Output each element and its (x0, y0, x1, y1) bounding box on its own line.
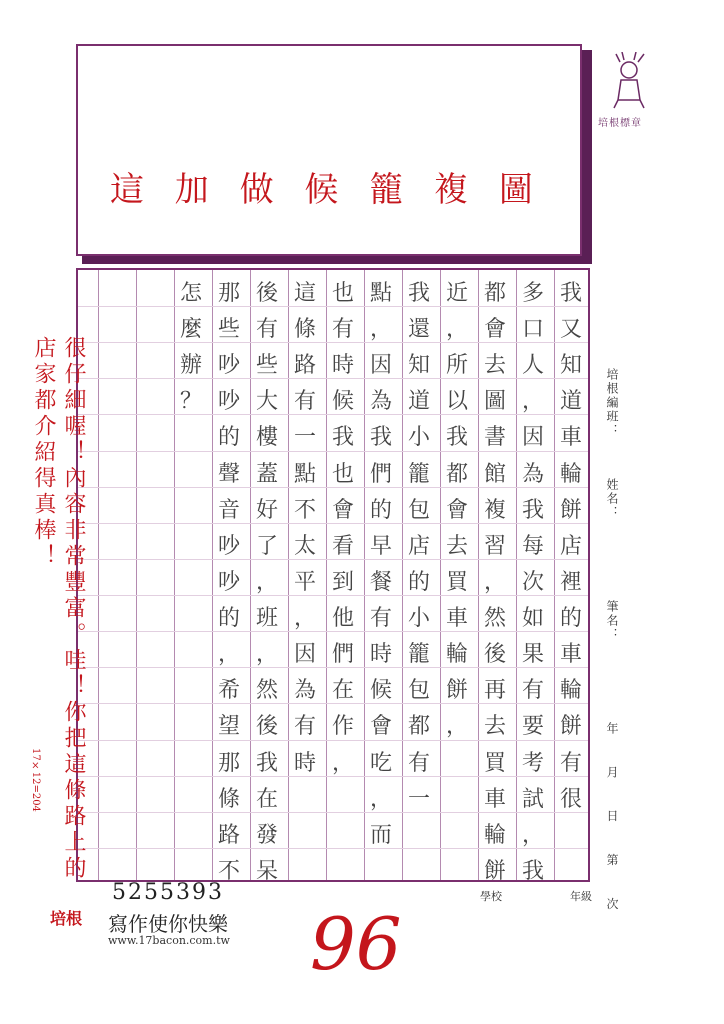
essay-char: 每 (521, 533, 544, 559)
teacher-comment: 這 加 做 候 籠 複 圖 (110, 170, 543, 210)
essay-char: 那 (217, 750, 240, 776)
essay-char: ， (255, 642, 278, 668)
essay-char: 我 (331, 425, 354, 451)
essay-char: 的 (407, 569, 430, 595)
essay-char: 有 (407, 750, 430, 776)
essay-char: 店 (407, 533, 430, 559)
essay-char: 他 (331, 606, 354, 632)
essay-char: 在 (331, 678, 354, 704)
essay-char: 吵 (217, 389, 240, 415)
essay-char: 的 (369, 497, 392, 523)
grade-label: 年級 (570, 890, 592, 903)
mascot-stamp-icon (606, 52, 652, 110)
essay-char: 多 (521, 281, 544, 306)
essay-char: 時 (293, 750, 316, 776)
essay-char: 看 (331, 533, 354, 559)
essay-char: ， (369, 786, 392, 812)
essay-char: 不 (293, 497, 316, 523)
essay-char: 有 (331, 317, 354, 343)
essay-char: 再 (483, 678, 506, 704)
essay-char: 吵 (217, 533, 240, 559)
essay-char: 候 (331, 389, 354, 415)
essay-char: 輪 (559, 678, 582, 704)
essay-char: 有 (293, 714, 316, 740)
essay-char: 會 (483, 317, 506, 343)
essay-char: 我 (369, 425, 392, 451)
essay-char: 考 (521, 750, 544, 776)
essay-grid (76, 268, 590, 882)
essay-char: 小 (407, 606, 430, 632)
essay-char: ， (521, 822, 544, 848)
essay-char: 店 (559, 533, 582, 559)
essay-char: 都 (407, 714, 430, 740)
essay-char: 也 (331, 281, 354, 306)
essay-char: 餅 (483, 858, 506, 884)
name-label: 姓名： (605, 478, 619, 520)
essay-char: 道 (559, 389, 582, 415)
essay-char: 怎 (179, 281, 202, 306)
essay-char: 時 (331, 353, 354, 379)
essay-char: ， (331, 750, 354, 776)
essay-char: 圖 (483, 389, 506, 415)
essay-char: 所 (445, 353, 468, 379)
phone-number: 5255393 (112, 880, 224, 905)
essay-char: 那 (217, 281, 240, 306)
essay-char: 為 (521, 461, 544, 487)
essay-char: 如 (521, 606, 544, 632)
essay-char: 路 (293, 353, 316, 379)
essay-char: 會 (331, 497, 354, 523)
essay-char: 我 (445, 425, 468, 451)
grid-spec: 17×12=204 (30, 748, 41, 812)
essay-char: ， (293, 606, 316, 632)
essay-char: 因 (521, 425, 544, 451)
essay-char: 作 (331, 714, 354, 740)
essay-char: 一 (293, 425, 316, 451)
essay-char: 也 (331, 461, 354, 487)
essay-char: 很 (559, 786, 582, 812)
essay-char: 近 (445, 281, 468, 306)
essay-char: 我 (521, 858, 544, 884)
essay-char: 去 (483, 714, 506, 740)
essay-char: 音 (217, 497, 240, 523)
essay-char: ？ (179, 389, 202, 415)
essay-char: 吵 (217, 353, 240, 379)
essay-char: 會 (369, 714, 392, 740)
essay-char: 我 (255, 750, 278, 776)
essay-char: 聲 (217, 461, 240, 487)
essay-char: 後 (255, 714, 278, 740)
essay-char: 都 (483, 281, 506, 306)
essay-char: 有 (559, 750, 582, 776)
essay-char: 輪 (483, 822, 506, 848)
essay-char: 去 (445, 533, 468, 559)
essay-char: 這 (293, 281, 316, 306)
essay-char: 為 (369, 389, 392, 415)
essay-char: 車 (559, 642, 582, 668)
essay-char: 車 (483, 786, 506, 812)
essay-char: ， (217, 642, 240, 668)
essay-char: 都 (445, 461, 468, 487)
essay-char: 不 (217, 858, 240, 884)
essay-char: 望 (217, 714, 240, 740)
essay-char: 餅 (445, 678, 468, 704)
slogan: 寫作使你快樂 (108, 912, 228, 936)
essay-char: 我 (521, 497, 544, 523)
essay-char: 班 (255, 606, 278, 632)
essay-char: 吵 (217, 569, 240, 595)
essay-char: 後 (483, 642, 506, 668)
essay-char: 餅 (559, 497, 582, 523)
essay-char: 車 (559, 425, 582, 451)
essay-char: 還 (407, 317, 430, 343)
essay-char: 辦 (179, 353, 202, 379)
essay-char: 太 (293, 533, 316, 559)
essay-char: 然 (255, 678, 278, 704)
essay-char: 們 (369, 461, 392, 487)
essay-char: 會 (445, 497, 468, 523)
essay-char: 點 (369, 281, 392, 306)
date-label: 年 月 日 第 次 (605, 722, 619, 924)
essay-char: 為 (293, 678, 316, 704)
essay-char: 的 (559, 606, 582, 632)
essay-char: 候 (369, 678, 392, 704)
teacher-comment-box (76, 44, 582, 256)
essay-char: 習 (483, 533, 506, 559)
essay-char: 買 (483, 750, 506, 776)
essay-char: 大 (255, 389, 278, 415)
essay-char: 車 (445, 606, 468, 632)
essay-char: 我 (407, 281, 430, 306)
essay-char: 知 (559, 353, 582, 379)
essay-char: 因 (293, 642, 316, 668)
essay-char: 有 (521, 678, 544, 704)
teacher-margin-comment: 很仔細喔！內容非常豐富。哇！你把這條路上的店家都介紹得真棒！ (31, 336, 86, 882)
essay-char: 裡 (559, 569, 582, 595)
essay-char: 以 (445, 389, 468, 415)
essay-char: 輪 (445, 642, 468, 668)
essay-char: 平 (293, 569, 316, 595)
essay-char: 籠 (407, 642, 430, 668)
essay-char: 館 (483, 461, 506, 487)
essay-char: 書 (483, 425, 506, 451)
essay-char: 道 (407, 389, 430, 415)
score: 96 (310, 902, 402, 986)
grid-column-line (136, 270, 137, 880)
stamp-label: 培根標章 (598, 118, 642, 129)
essay-char: 點 (293, 461, 316, 487)
essay-char: 餐 (369, 569, 392, 595)
essay-char: 籠 (407, 461, 430, 487)
essay-char: 的 (217, 425, 240, 451)
essay-char: 在 (255, 786, 278, 812)
essay-char: ， (483, 569, 506, 595)
essay-char: 路 (217, 822, 240, 848)
essay-char: 蓋 (255, 461, 278, 487)
essay-char: 條 (217, 786, 240, 812)
essay-char: ， (255, 569, 278, 595)
essay-char: 有 (293, 389, 316, 415)
essay-char: 輪 (559, 461, 582, 487)
essay-char: 要 (521, 714, 544, 740)
school-label: 學校 (480, 890, 502, 903)
essay-char: 包 (407, 497, 430, 523)
essay-char: 的 (217, 606, 240, 632)
essay-char: 吃 (369, 750, 392, 776)
essay-char: 因 (369, 353, 392, 379)
essay-char: 而 (369, 822, 392, 848)
essay-char: 試 (521, 786, 544, 812)
essay-char: 果 (521, 642, 544, 668)
comment-box-shadow (582, 50, 592, 262)
essay-char: 條 (293, 317, 316, 343)
essay-char: 去 (483, 353, 506, 379)
essay-char: 們 (331, 642, 354, 668)
essay-char: 樓 (255, 425, 278, 451)
essay-char: ， (521, 389, 544, 415)
essay-char: 發 (255, 822, 278, 848)
essay-char: 些 (217, 317, 240, 343)
essay-char: 複 (483, 497, 506, 523)
essay-char: ， (445, 714, 468, 740)
essay-char: 餅 (559, 714, 582, 740)
pen-name-label: 筆名： (605, 600, 619, 642)
essay-char: 有 (255, 317, 278, 343)
grid-column-line (98, 270, 99, 880)
essay-char: 又 (559, 317, 582, 343)
essay-char: 呆 (255, 858, 278, 884)
comment-box-shadow-bottom (82, 256, 592, 264)
essay-char: 早 (369, 533, 392, 559)
brand-red-mark: 培根 (50, 909, 83, 928)
essay-char: 小 (407, 425, 430, 451)
essay-char: 麼 (179, 317, 202, 343)
essay-char: 到 (331, 569, 354, 595)
website-url: www.17bacon.com.tw (108, 934, 230, 947)
class-label: 培根編班： (605, 368, 619, 438)
essay-char: 希 (217, 678, 240, 704)
essay-char: 好 (255, 497, 278, 523)
essay-char: ， (369, 317, 392, 343)
essay-char: 後 (255, 281, 278, 306)
essay-char: 次 (521, 569, 544, 595)
essay-char: 買 (445, 569, 468, 595)
essay-char: 我 (559, 281, 582, 306)
essay-char: 一 (407, 786, 430, 812)
essay-char: 時 (369, 642, 392, 668)
essay-char: ， (445, 317, 468, 343)
essay-char: 有 (369, 606, 392, 632)
essay-char: 了 (255, 533, 278, 559)
essay-char: 然 (483, 606, 506, 632)
essay-char: 人 (521, 353, 544, 379)
essay-char: 包 (407, 678, 430, 704)
essay-char: 知 (407, 353, 430, 379)
essay-char: 些 (255, 353, 278, 379)
essay-char: 口 (521, 317, 544, 343)
